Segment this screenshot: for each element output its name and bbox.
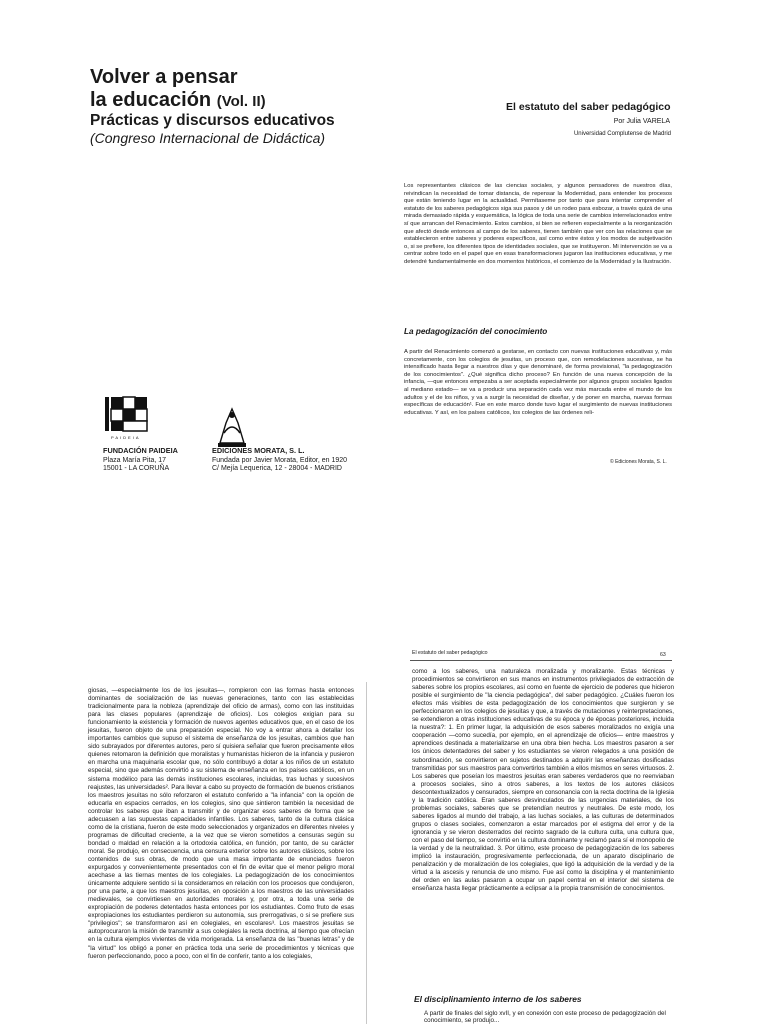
page-gutter [366, 682, 367, 1024]
page-number: 63 [660, 652, 666, 658]
intro-paragraph: Los representantes clásicos de las ciencias sociales, y algunos pensadores de nuestros días, reivindican la necesidad de tomar distancia, de repensar la Modernidad, para entender los procesos que están teniendo lugar en la actualidad. Permítaseme por tanto que para intentar comprender el estatuto de los saberes pedagógicos siga sus pasos y dé un rodeo para esbozar, a través quizá de una mirada demasiado rápida y esquemática, la lógica de toda una serie de cambios interrelacionados entre sí que arrancan del Renacimiento. Estos cambios, si bien se refieren especialmente a la reorganización que afectó desde entonces al campo de los saberes, tienen también que ver con las relaciones que se establecieron entre saberes y poderes específicos, así como entre éstos y los modos de subjetivación o, si se prefiere, los diferentes tipos de identidades sociales, que se instituyeron. Mi intervención se va a centrar sobre todo en el papel que en esas transformaciones jugaron las instituciones educativas, y me detendré fundamentalmente en dos momentos históricos, el comienzo de la Modernidad y la Ilustración. [404, 183, 672, 265]
publisher-left-name: FUNDACIÓN PAIDEIA [103, 446, 178, 455]
header-rule [410, 660, 672, 661]
article-author [600, 118, 670, 125]
section2-first-line: A partir de finales del siglo xvII, y en conexión con este proceso de pedagogización del conocimiento, se produjo... [424, 1010, 666, 1024]
right-column-text: como a los saberes, una naturaleza moralizada y moralizante. Estas técnicas y procedimientos se convirtieron en sus manos en instrumentos privilegiados de extracción de saberes sobre los propios escolares, así como en fuente de ejercicio de poderes que hicieron posible el surgimiento de "la ciencia pedagógica", del saber pedagógico. ¿Cuáles fueron los efectos más visibles de esta pedagogización de los conocimientos que surgieron y se perfeccionaron en los colegios de jesuitas y que, a través de mutaciones y reinterpretaciones, se extendieron a otras instituciones educativas de su época y de épocas posteriores, incluida la nuestra?: 1. En primer lugar, la adquisición de esos saberes moralizados no exigía una cooperación —como sucedía, por ejemplo, en el aprendizaje de oficios— entre maestros y aprendices destinada a materializarse en una obra bien hecha. Los maestros pasaron a ser los únicos detentadores del saber y los estudiantes se vieron relegados a una posición de subordinación, se convirtieron en sujetos destinados a adquirir las enseñanzas dosificadas transmitidas por sus maestros para convertirlos también a ellos mismos en seres virtuosos. 2. Los saberes que poseían los maestros jesuitas eran saberes verdaderos que no reenviaban a procesos sociales, sino a otros saberes, a los textos de los autores clásicos descontextualizados y censurados, siempre en consonancia con la recta doctrina de la Iglesia y la tradición católica. Eran saberes desvinculados de las urgencias materiales, de los problemas sociales, saberes que se pretendían neutros y neutrales. De este modo, los saberes ligados al mundo del trabajo, a las luchas sociales, a las culturas de determinados grupos o clases sociales, comenzaron a estar marcados por el estigma del error y de la ignorancia y se vieron desterrados del recinto sagrado de la cultura culta, una cultura que, con el paso del tiempo, se convirtió en la cultura dominante y reclamó para sí el monopolio de la verdad y de la neutralidad. 3. Por último, este proceso de pedagogización de los saberes implicó la instauración, progresivamente perfeccionada, de un aparato disciplinario de penalización y de moralización de los colegiales, que ligó la adquisición de la verdad y de la virtud a la ascesis y renuncia de uno mismo. Fue así como la disciplina y el mantenimiento del orden en las aulas pasaron a ocupar un papel central en el interior del sistema de enseñanza hasta llegar prácticamente a eclipsar a la propia transmisión de conocimientos. [412, 668, 674, 893]
article-author-prefix: Por Julia [613, 118, 641, 125]
publisher-left-address2: 15001 - LA CORUÑA [103, 465, 170, 472]
paideia-logo-text: PAIDEIA [111, 435, 141, 440]
book-title-line2 [90, 89, 266, 113]
copyright-notice: © Ediciones Morata, S. L. [610, 459, 667, 465]
book-title [90, 66, 266, 113]
publisher-left-address1: Plaza María Pita, 17 [103, 456, 167, 464]
book-congress: (Congreso Internacional de Didáctica) [90, 130, 326, 146]
section1-heading: La pedagogización del conocimiento [404, 327, 548, 336]
publisher-left [103, 447, 178, 474]
publisher-right-address1: Fundada por Javier Morata, Editor, en 1920 [212, 456, 348, 464]
publisher-right-name: EDICIONES MORATA, S. L. [212, 446, 305, 455]
left-column-text: giosas, —especialmente los de los jesuitas—, rompieron con las formas hasta entonces dominantes de socialización de las nuevas generaciones, tanto con las establecidas tradicionalmente para la nobleza (aprendizaje del oficio de armas), como con las instituidas para las clases populares (aprendizaje de oficios). Los colegios exigían para su funcionamiento la existencia y formación de nuevos agentes educativos que, en el caso de los jesuitas, fueron objeto de una preparación especial. No voy a entrar ahora a detallar los importantes cambios que supuso el sistema de enseñanza de los jesuitas, cambios que han sido subrayados por diferentes autores, pero sí quisiera señalar que fueron precisamente ellos quienes retomaron la definición que moralistas y humanistas hicieron de la infancia y pusieron en marcha una maquinaria escolar que, no sólo contribuyó a dotar a los niños de un estatuto especial, sino que además convirtió a su sistema de enseñanza en los países católicos, en un sistema modélico para las demás instituciones escolares, incluidas, tras luchas y sucesivos reajustes, las universidades². Para llevar a cabo su proyecto de formación de buenos cristianos los maestros jesuitas no sólo reforzaron el estatuto conferido a "la infancia" con la opción de educarla en espacios cerrados, en los colegios, sino que sintieron también la necesidad de controlar los saberes que iban a transmitir y de organizar esos saberes de forma que se adecuasen a las supuestas capacidades infantiles. Los saberes, tanto de la cultura clásica como de la cristiana, fueron de este modo seleccionados y organizados en diferentes niveles y programas de dificultad creciente, a la vez que se vieron sometidos a censuras según su bondad o maldad en relación a la ortodoxia católica, en función, por tanto, de su carácter moral. Se produjo, en consecuencia, una censura exterior sobre los autores clásicos, sobre los contenidos de sus obras, de modo que una masa importante de enunciados fueron expurgados y convenientemente presentados con el fin de evitar que el menor peligro moral acechase a las tiernas mentes de los colegiales. La pedagogización de los conocimientos únicamente adquiere sentido si la consideramos en relación con los procesos que condujeron, por una parte, a que los maestros jesuitas, en oposición a los maestros de las universidades medievales, se convirtiesen en autoridades morales y, por otra, a toda una serie de expropiación de poderes detentados hasta entonces por los estudiantes. Como fruto de esas expropiaciones los estudiantes perdieron su autonomía, sus prerrogativas, o si se prefiere sus "privilegios"; se transformaron así en colegiales, en escolares³. Los maestros jesuitas se autoprocuraron la misión de transmitir a sus colegiales la recta doctrina, al tiempo que ofrecían en la cultura ejemplos vivientes de vida morigerada. La enseñanza de las "buenas letras" y de "la virtud" los obligó a poner en práctica toda una serie de procedimientos y técnicas que fueron perfeccionando, poco a poco, con el fin de conferir, tanto a los colegiales, [88, 687, 355, 960]
book-title-line2-text: la educación [90, 89, 212, 111]
book-title-line1: Volver a pensar [90, 66, 238, 88]
book-volume: (Vol. II) [216, 93, 266, 110]
morata-logo [212, 403, 252, 451]
section2-heading: El disciplinamiento interno de los saberes [414, 994, 582, 1004]
article-university: Universidad Complutense de Madrid [573, 131, 671, 137]
paideia-logo [103, 395, 159, 441]
publisher-right [212, 447, 347, 474]
running-head: El estatuto del saber pedagógico [412, 650, 488, 656]
publisher-right-address2: C/ Mejía Lequerica, 12 - 28004 - MADRID [212, 465, 342, 472]
section1-paragraph: A partir del Renacimiento comenzó a gestarse, en contacto con nuevas instituciones educativas y, más concretamente, con los colegios de jesuitas, un proceso que, con remodelaciones sucesivas, se ha intensificado hasta llegar a nuestros días y que denominaré, de forma provisional, "la pedagogización de los conocimientos". ¿Qué significa dicho proceso? En función de una nueva concepción de la infancia, —que entonces empezaba a ser aceptada especialmente por algunos grupos sociales ligados al mediano estado— se va a producir una separación cada vez más marcada entre el mundo de los adultos y el de los niños, y va a surgir la necesidad de diseñar, y de poner en marcha, nuevas formas específicas de educación¹. Fue en este marco donde tuvo lugar el surgimiento de nuevas instituciones educativas. Y así, en los países católicos, los colegios de las órdenes reli- [404, 349, 672, 416]
book-subtitle: Prácticas y discursos educativos [90, 112, 335, 129]
article-title: El estatuto del saber pedagógico [506, 101, 671, 113]
article-author-surname: VARELA [642, 118, 670, 125]
